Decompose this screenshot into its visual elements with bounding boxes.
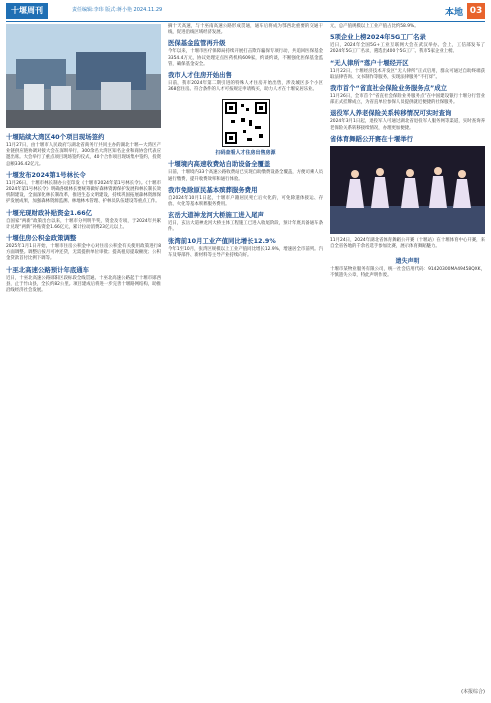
notice-title: 遗失声明 — [395, 258, 420, 266]
article-body: 2024年3月1日起，退役军人可通过湖北省退役军人服务网等渠道，实时查询养老保险关系转移接续情况，办理更加便捷。 — [330, 119, 485, 131]
article-body: 11月26日，全市首个“省直社会保险业务服务点”在中国建设银行十堰分行营业部正式挂牌成立，为省直单位参保人员提供就近便捷的社保服务。 — [330, 94, 485, 106]
column-right — [330, 24, 485, 281]
editor-meta: 责任编辑:李玮 版式:蒋小艳 2024.11.29 — [72, 7, 163, 13]
article-title: 张湾前10月工业产值同比增长12.9% — [168, 236, 276, 245]
article-body: 摘十天高速，与十巫南高速公路形成贯通，通车后将成为鄂西北重要的交通干线，促进沿线区域经济发展。 — [168, 24, 323, 36]
article-body: 2025年1月1日开始，十堰市住房公积金中心对住房公积金有关使用政策进行8方面调整。调整后按月可冲还贷，无需提供单位审批；提高租房提取额度；公积金贷款首付比例下调等。 — [6, 244, 161, 262]
article-title: 5项企业上榜2024年5G工厂名录 — [330, 33, 426, 42]
article-body: 近日，玄岳大道神龙河大桥主体工程施工已进入收尾阶段，预计年底具备通车条件。 — [168, 221, 323, 233]
article-title: 玄岳大道神龙河大桥施工进入尾声 — [168, 211, 264, 220]
qr-code-icon[interactable] — [222, 99, 270, 147]
source-note: (本报综合) — [461, 689, 485, 695]
header-rule — [6, 21, 485, 22]
article-title: 十堰光现财政补贴资金1.66亿 — [6, 208, 93, 217]
article-body: 日前，我市2024年第二期引进的特殊人才住房开始出售，涉及城区多个小区368套住房。符合条件的人才可按规定申请购买，助力人才在十堰安居乐业。 — [168, 81, 323, 93]
article-body: 今年以来，十堰市医疗保障局持续开展打击欺诈骗保专项行动，共追回医保基金3354.4万元，协议处理定点医药机构609家，约谈约谈，不断强化医保基金监管，确保基金安全。 — [168, 49, 323, 67]
article-body: 自国家“两新”政策出台以来，十堰市分列明半奖，资金及专项，于2024年共累计兑现“两新”补贴资金1.66亿元，累计拉动消费23亿元以上。 — [6, 218, 161, 230]
industry-photo — [6, 24, 161, 128]
article-body: 11月27日，由十堰市人民政府与湖北省商务厅共同主办的湖北十堰—大湾区产业链供应链协调对接大会在深圳举行，300余名大湾区知名企业和商协会代表应邀出席。大会举行了重点项目现场签约仪式，40个合作项目现场集中签约，投资总额336.42亿元。 — [6, 143, 161, 167]
article-title: 十堰住房公积金政策调整 — [6, 234, 77, 243]
article-title: 我市首个“省直社会保险业务服务点”成立 — [330, 84, 448, 93]
article-title: “无人律所”落户十堰经开区 — [330, 58, 409, 67]
page-header — [0, 0, 491, 22]
article-title: 医保基金监管再升级 — [168, 39, 226, 48]
article-body: 近日，2024年全国5G+工业互联网大会在武汉举办。会上，工信部发布了2024年5G工厂名录，遴选出400个5G工厂。我市5家企业上榜。 — [330, 43, 485, 55]
dance-photo — [330, 146, 485, 234]
article-body: 11月22日，十堰经济技术开发区“无人律所”正式启用，群众可通过自助终端获取法律咨询、文书制作等服务，实现法律服务“不打烊”。 — [330, 68, 485, 80]
column-left — [6, 130, 161, 295]
article-title: 十堰发布2024第1号林长令 — [6, 170, 86, 179]
section-label: 本地 — [444, 8, 463, 18]
notice-box — [330, 256, 485, 279]
article-body: 11月24日，2024年湖北省体育舞蹈公开赛（十堰站）在十堰体育中心开赛，来自全省各地的千余名选手参加比赛，展示体育舞蹈魅力。 — [330, 237, 485, 250]
article-body: 元，总产值规模以上工业产值占比约58.9%。 — [330, 24, 419, 29]
article-title: 我市人才住房开始出售 — [168, 71, 232, 80]
notice-body: 十堰市某物业服务有限公司，统一社会信用代码：91420300MA49458QXK，不慎遗失公章，特此声明作废。 — [330, 267, 485, 279]
article-body: 自2024年10月1日起，十堰市户籍居民死亡后火化的，可免除遗体接运、存放、火化等基本殡葬服务费用。 — [168, 195, 323, 208]
article-title: 十堰境内高速收费站自助设备全覆盖 — [168, 160, 271, 169]
page-number: 03 — [467, 3, 485, 19]
article-body: 11月26日，十堰市林长制办公室印发《十堰市2024年第1号林长令》。《十堰市2024年第1号林长令》明确各级林长要统筹做好森林资源保护发展和林长制长效机制建设，全面深化林长制改革，推进生态文明建设，持续巩固拓展森林资源保护发展成果，加强森林资源监测、林地林木管理、护林员队伍建设等重点工作。 — [6, 180, 161, 205]
article-body: 日前，十堰境内33个高速公路收费站已实现自助缴费设备全覆盖，方便司乘人员通行缴费，提升收费效率和通行体验。 — [168, 170, 323, 182]
article-title: 退役军人养老保险关系转移情况可实时查询 — [330, 109, 452, 118]
article-body: 近日，十巫北高速公路郧阳区段标段全线贯通。十巫北高速公路起于十堰市郧西县，止于竹山县，全长约82公里。项目建成后将进一步完善十堰路网结构，助推沿线经济社会发展。 — [6, 275, 161, 294]
article-title: 我市免除原民基本殡葬服务费用 — [168, 185, 258, 194]
column-middle — [168, 24, 323, 260]
article-body: 今年1至10月，张湾区规模以上工业产值同比增长12.9%，增速居全市前列。汽车及零部件、新材料等主导产业持续向好。 — [168, 246, 323, 258]
article-title: 十堰陆续大湾区40个项目现场签约 — [6, 133, 105, 141]
article-title: 十巫北高速公路预计年底通车 — [6, 265, 90, 274]
qr-caption: 扫码查看人才住房出售房源 — [215, 150, 276, 157]
paper-brand: 十堰周刊 — [6, 3, 48, 19]
article-title: 省体育舞蹈公开赛在十堰举行 — [330, 134, 414, 143]
